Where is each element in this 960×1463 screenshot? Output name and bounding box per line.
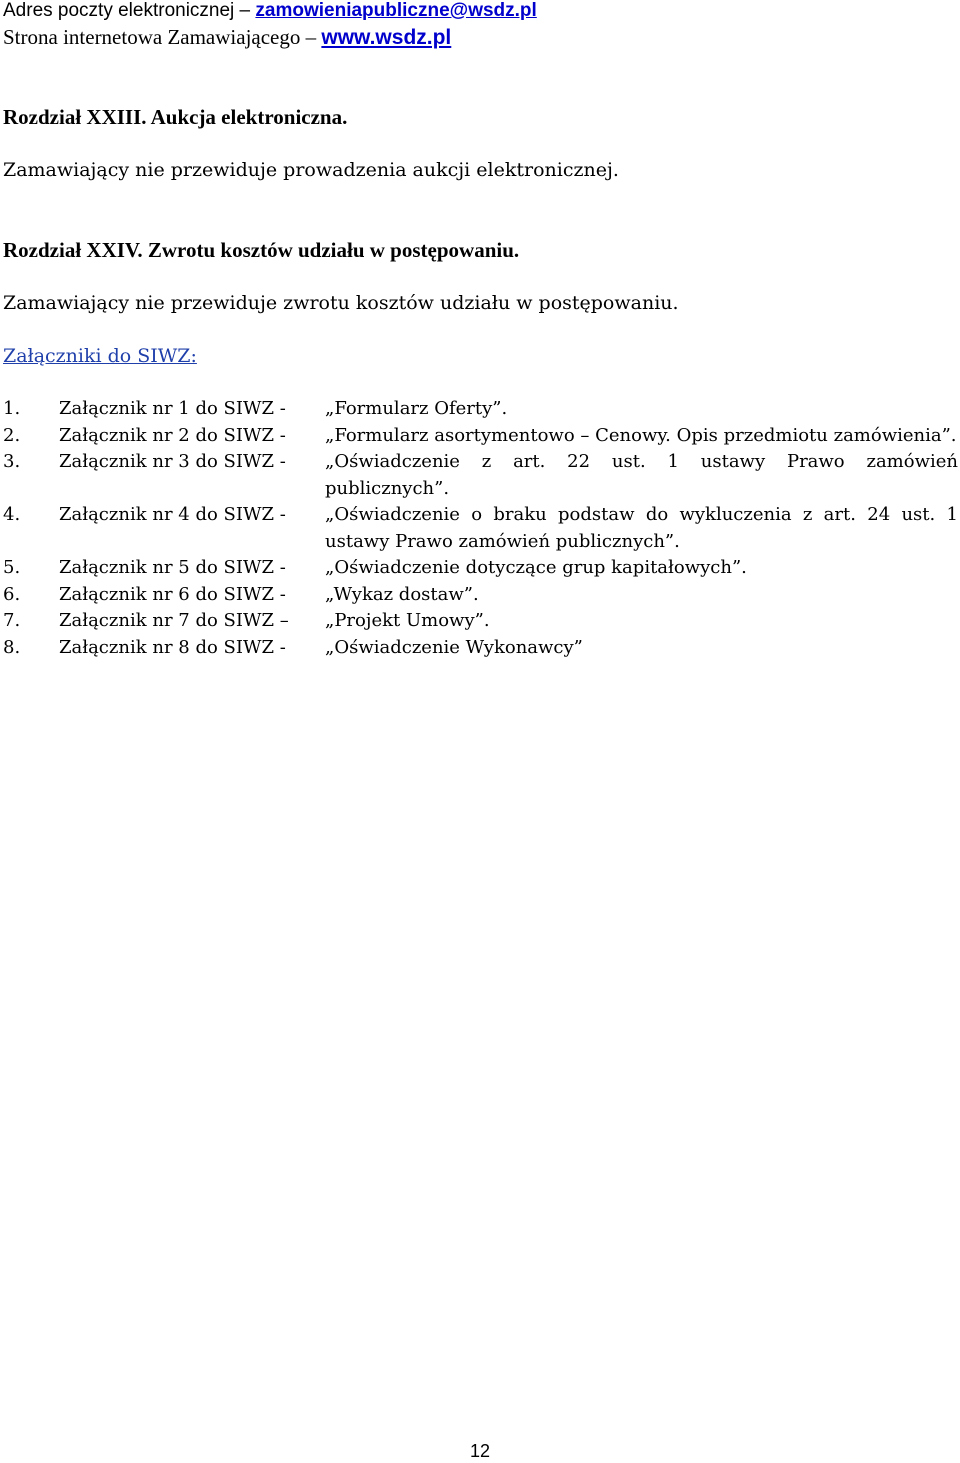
item-number: 1. — [3, 398, 21, 419]
item-number: 8. — [3, 636, 21, 658]
item-reference: Załącznik nr 2 do SIWZ - — [59, 424, 286, 446]
attachments-heading-line — [3, 343, 197, 371]
item-number: 4. — [3, 504, 21, 525]
item-title: „Oświadczenie Wykonawcy” — [325, 636, 583, 658]
item-title: „Oświadczenie o braku podstaw do wykluczenia z art. 24 ust. 1 ustawy Prawo zamówień publicznych”. — [325, 504, 958, 552]
website-label: Strona internetowa Zamawiającego – — [3, 25, 317, 49]
section-23-heading: Rozdział XXIII. Aukcja elektroniczna. — [3, 105, 348, 129]
item-title: „Projekt Umowy”. — [325, 610, 490, 631]
item-reference: Załącznik nr 6 do SIWZ - — [59, 583, 286, 605]
item-title: „Oświadczenie dotyczące grup kapitałowych”. — [325, 557, 747, 578]
item-reference: Załącznik nr 8 do SIWZ - — [59, 636, 286, 658]
list-item — [3, 396, 958, 423]
item-title: „Wykaz dostaw”. — [325, 583, 479, 605]
email-label: Adres poczty elektronicznej – — [3, 0, 251, 21]
list-item — [3, 635, 958, 662]
email-line — [3, 0, 537, 24]
item-reference: Załącznik nr 3 do SIWZ - — [59, 451, 286, 472]
item-number: 5. — [3, 557, 21, 578]
email-link[interactable]: zamowieniapubliczne@wsdz.pl — [255, 0, 537, 21]
section-24-text: Zamawiający nie przewiduje zwrotu kosztów udziału w postępowaniu. — [3, 292, 679, 314]
attachments-heading: Załączniki do SIWZ: — [3, 345, 197, 367]
item-number: 6. — [3, 583, 21, 605]
item-reference: Załącznik nr 7 do SIWZ – — [59, 610, 289, 631]
item-number: 2. — [3, 424, 21, 446]
item-title: „Formularz Oferty”. — [325, 398, 508, 419]
item-number: 3. — [3, 451, 21, 472]
item-reference: Załącznik nr 5 do SIWZ - — [59, 557, 286, 578]
section-23-text: Zamawiający nie przewiduje prowadzenia aukcji elektronicznej. — [3, 159, 619, 181]
item-reference: Załącznik nr 4 do SIWZ - — [59, 504, 286, 525]
item-reference: Załącznik nr 1 do SIWZ - — [59, 398, 286, 419]
item-number: 7. — [3, 610, 21, 631]
list-item — [3, 423, 958, 450]
website-link[interactable]: www.wsdz.pl — [321, 26, 452, 49]
item-title: „Formularz asortymentowo – Cenowy. Opis przedmiotu zamówienia”. — [325, 424, 957, 446]
section-24-heading: Rozdział XXIV. Zwrotu kosztów udziału w postępowaniu. — [3, 238, 520, 262]
list-item — [3, 608, 958, 635]
website-line — [3, 24, 451, 51]
list-item — [3, 449, 958, 502]
item-title: „Oświadczenie z art. 22 ust. 1 ustawy Prawo zamówień publicznych”. — [325, 451, 958, 499]
list-item — [3, 555, 958, 582]
list-item — [3, 582, 958, 609]
list-item — [3, 502, 958, 555]
attachments-list — [3, 396, 958, 661]
page-number: 12 — [469, 1441, 491, 1461]
